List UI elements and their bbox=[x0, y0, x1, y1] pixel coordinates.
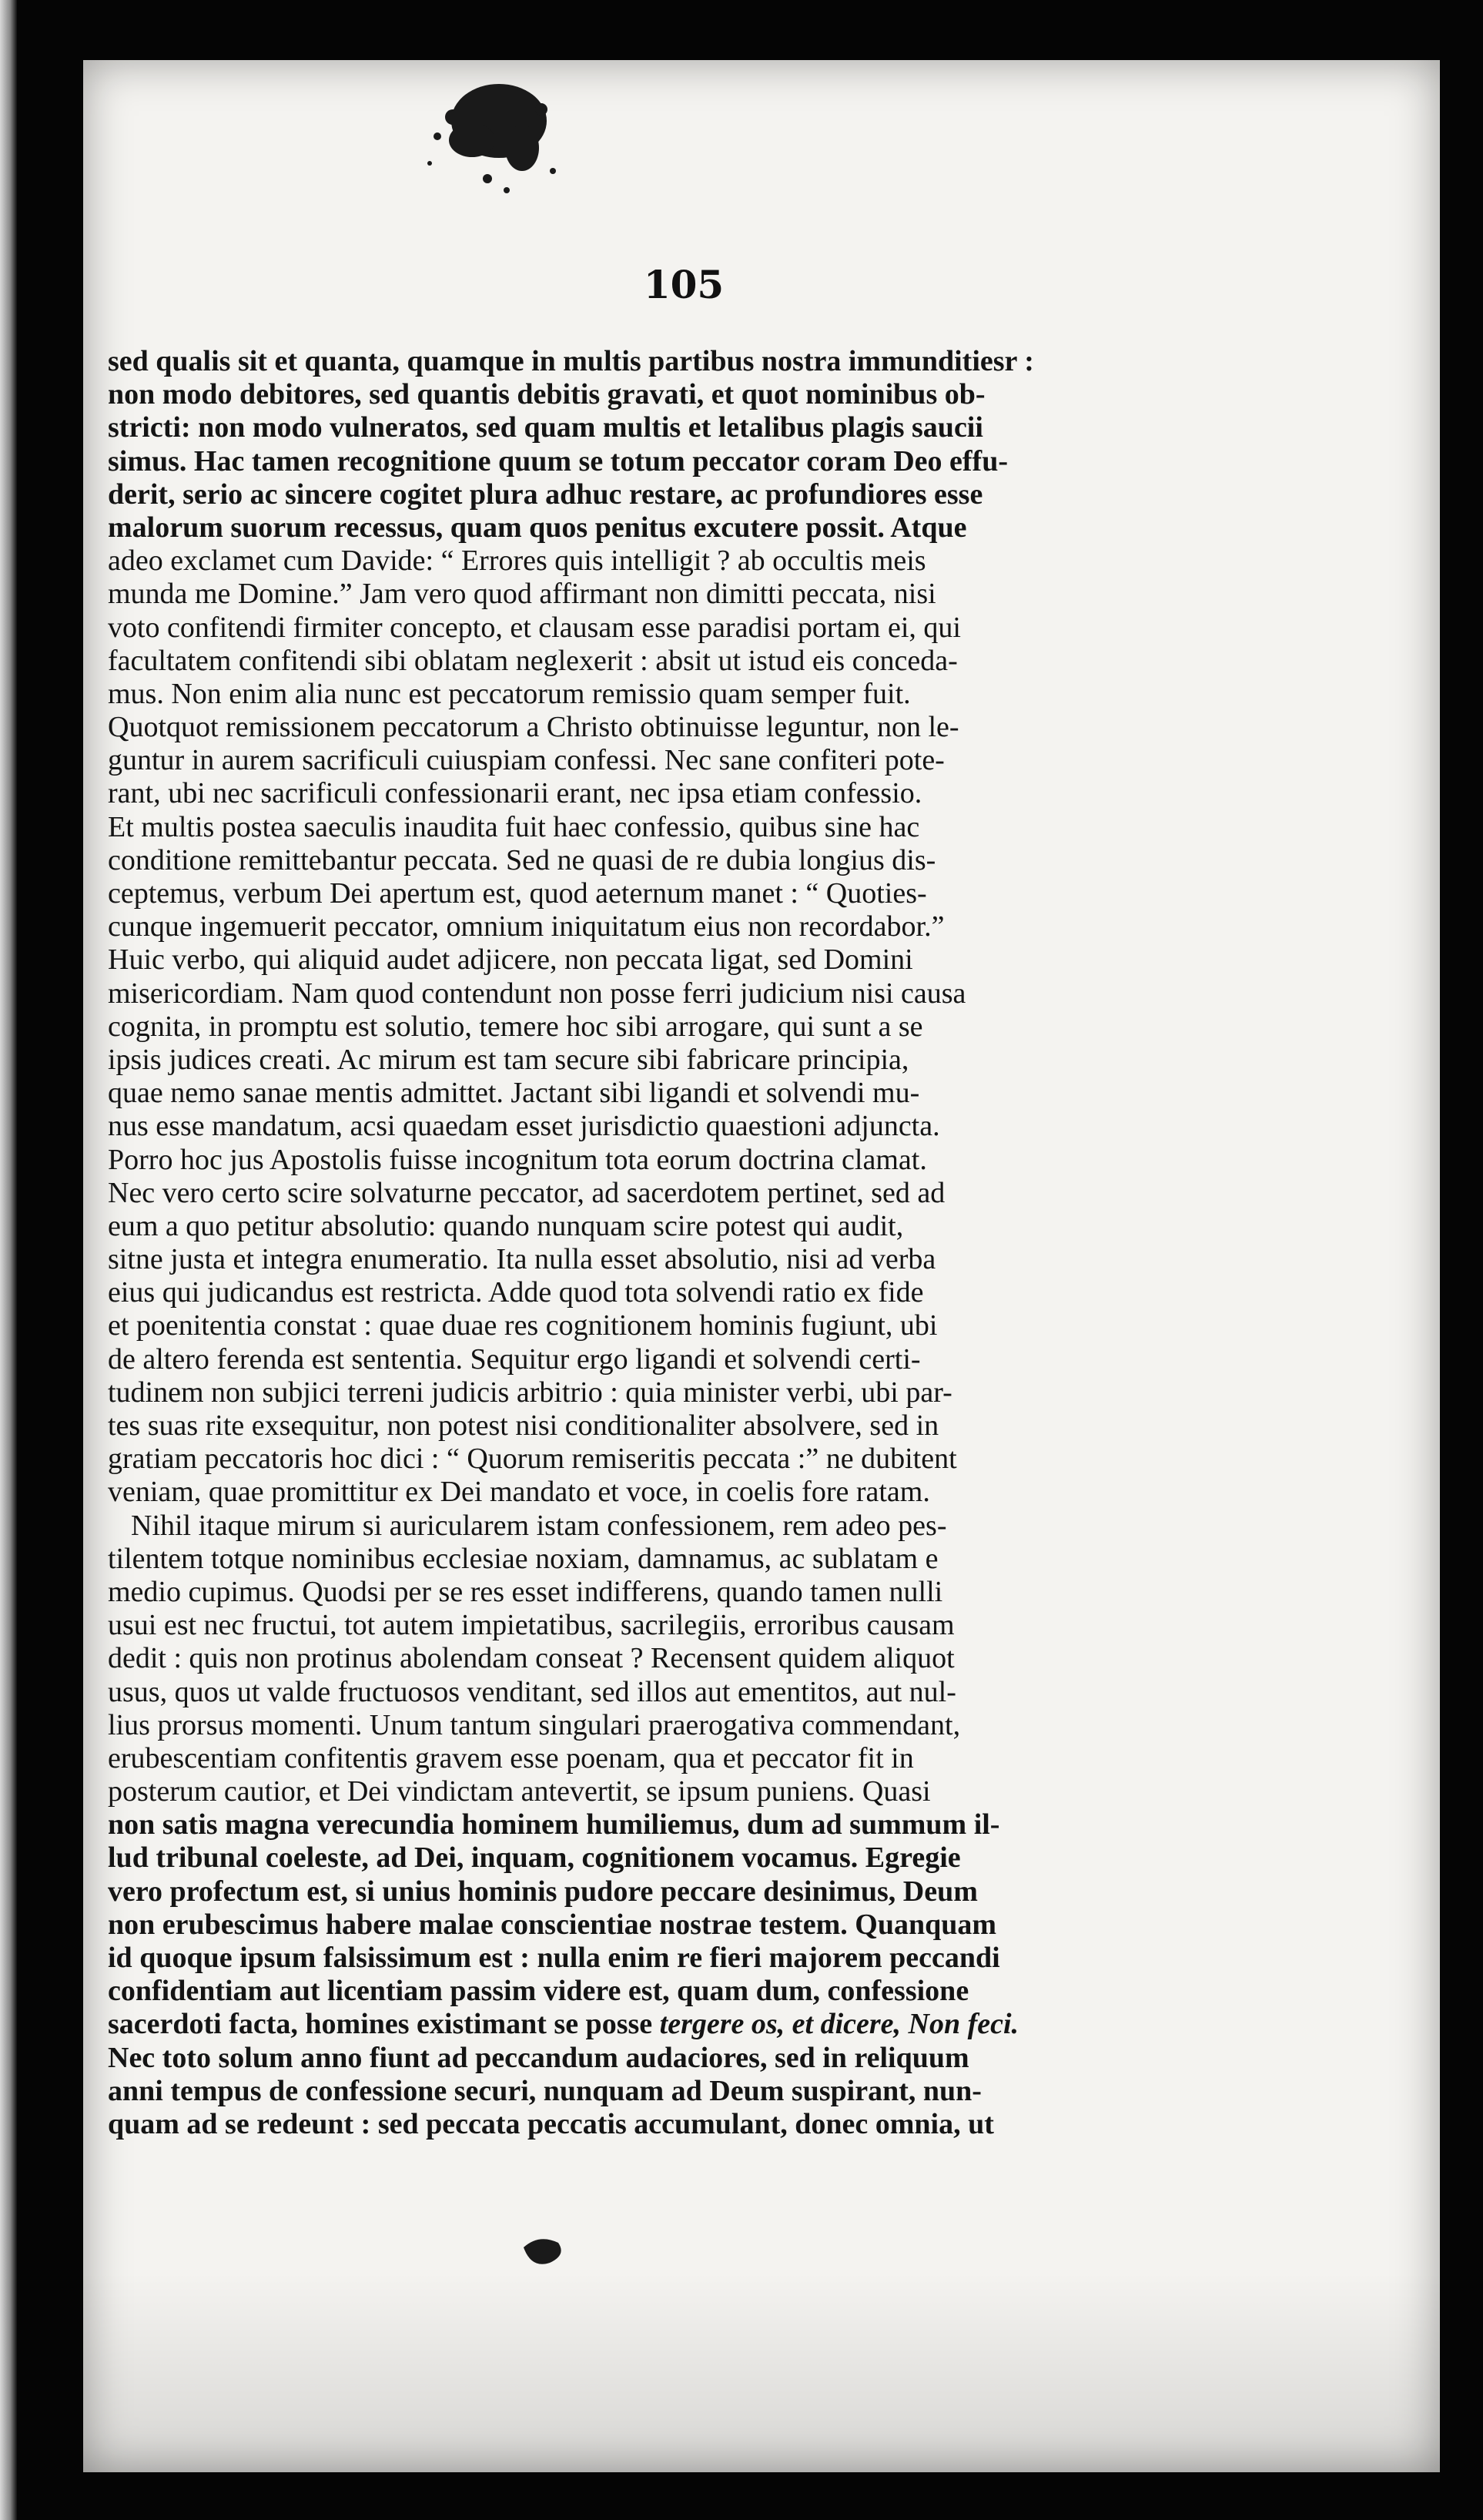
text-line: derit, serio ac sincere cogitet plura adhuc restare, ac profundiores esse bbox=[108, 478, 983, 511]
text-line: mus. Non enim alia nunc est peccatorum remissio quam semper fuit. bbox=[108, 677, 911, 710]
text-line: tes suas rite exsequitur, non potest nisi conditionaliter absolvere, sed in bbox=[108, 1409, 939, 1442]
text-line: voto confitendi firmiter concepto, et clausam esse paradisi portam ei, qui bbox=[108, 611, 961, 644]
text-line: misericordiam. Nam quod contendunt non posse ferri judicium nisi causa bbox=[108, 977, 966, 1010]
text-line: et poenitentia constat : quae duae res cognitionem hominis fugiunt, ubi bbox=[108, 1309, 938, 1342]
body-text bbox=[108, 345, 1240, 2141]
text-line: posterum cautior, et Dei vindictam antevertit, se ipsum puniens. Quasi bbox=[108, 1775, 931, 1808]
text-line: munda me Domine.” Jam vero quod affirmant non dimitti peccata, nisi bbox=[108, 578, 936, 611]
text-line: malorum suorum recessus, quam quos penitus excutere possit. Atque bbox=[108, 511, 967, 544]
ink-stain bbox=[407, 63, 568, 202]
text-line: quae nemo sanae mentis admittet. Jactant sibi ligandi et solvendi mu- bbox=[108, 1077, 920, 1110]
text-line: erubescentiam confitentis gravem esse poenam, qua et peccator fit in bbox=[108, 1741, 914, 1774]
text-line: non modo debitores, sed quantis debitis gravati, et quot nominibus ob- bbox=[108, 378, 986, 411]
text-line: Nec vero certo scire solvaturne peccator, ad sacerdotem pertinet, sed ad bbox=[108, 1176, 946, 1209]
text-line-start: sacerdoti facta, homines existimant se posse bbox=[108, 2008, 653, 2041]
italic-phrase: tergere os, et dicere, Non feci. bbox=[659, 2008, 1019, 2041]
text-line: Quotquot remissionem peccatorum a Christo obtinuisse leguntur, non le- bbox=[108, 711, 959, 744]
text-line: usus, quos ut valde fructuosos venditant, sed illos aut ementitos, aut nul- bbox=[108, 1675, 956, 1708]
text-line: anni tempus de confessione securi, nunquam ad Deum suspirant, nun- bbox=[108, 2074, 982, 2107]
text-line: conditione remittebantur peccata. Sed ne quasi de re dubia longius dis- bbox=[108, 843, 936, 876]
book-edge bbox=[0, 0, 17, 2520]
text-line: Porro hoc jus Apostolis fuisse incognitum tota eorum doctrina clamat. bbox=[108, 1143, 927, 1176]
text-line: usui est nec fructui, tot autem impietatibus, sacrilegiis, erroribus causam bbox=[108, 1609, 955, 1642]
text-line: nus esse mandatum, acsi quaedam esset jurisdictio quaestioni adjuncta. bbox=[108, 1110, 940, 1143]
text-line: adeo exclamet cum Davide: “ Errores quis intelligit ? ab occultis meis bbox=[108, 545, 926, 578]
text-line: sed qualis sit et quanta, quamque in multis partibus nostra immunditiesr : bbox=[108, 345, 1034, 377]
text-line: eius qui judicandus est restricta. Adde quod tota solvendi ratio ex fide bbox=[108, 1276, 924, 1309]
text-line: de altero ferenda est sententia. Sequitur ergo ligandi et solvendi certi- bbox=[108, 1342, 921, 1376]
text-line: lius prorsus momenti. Unum tantum singulari praerogativa commendant, bbox=[108, 1708, 961, 1741]
book-page bbox=[83, 60, 1440, 2472]
text-line: facultatem confitendi sibi oblatam neglexerit : absit ut istud eis conceda- bbox=[108, 644, 958, 677]
text-line: dedit : quis non protinus abolendam conseat ? Recensent quidem aliquot bbox=[108, 1642, 955, 1675]
text-line: rant, ubi nec sacrificuli confessionarii erant, nec ipsa etiam confessio. bbox=[108, 777, 922, 810]
text-line: Nihil itaque mirum si auricularem istam confessionem, rem adeo pes- bbox=[131, 1509, 947, 1542]
text-line: non erubescimus habere malae conscientiae nostrae testem. Quanquam bbox=[108, 1908, 997, 1941]
text-line: quam ad se redeunt : sed peccata peccatis accumulant, donec omnia, ut bbox=[108, 2107, 994, 2140]
ink-mark bbox=[516, 2232, 570, 2270]
text-line: tudinem non subjici terreni judicis arbitrio : quia minister verbi, ubi par- bbox=[108, 1376, 952, 1409]
text-line: Nec toto solum anno fiunt ad peccandum audaciores, sed in reliquum bbox=[108, 2041, 969, 2074]
text-line: cunque ingemuerit peccator, omnium iniquitatum eius non recordabor.” bbox=[108, 910, 945, 943]
text-line: gratiam peccatoris hoc dici : “ Quorum remiseritis peccata :” ne dubitent bbox=[108, 1443, 957, 1476]
text-line: sitne justa et integra enumeratio. Ita nulla esset absolutio, nisi ad verba bbox=[108, 1243, 936, 1276]
text-line: simus. Hac tamen recognitione quum se totum peccator coram Deo effu- bbox=[108, 444, 1009, 478]
text-line: lud tribunal coeleste, ad Dei, inquam, cognitionem vocamus. Egregie bbox=[108, 1841, 961, 1875]
text-line: id quoque ipsum falsissimum est : nulla enim re fieri majorem peccandi bbox=[108, 1942, 1000, 1974]
text-line: veniam, quae promittitur ex Dei mandato et voce, in coelis fore ratam. bbox=[108, 1476, 930, 1509]
page-shading bbox=[83, 2272, 1440, 2472]
text-line: cognita, in promptu est solutio, temere hoc sibi arrogare, qui sunt a se bbox=[108, 1010, 923, 1043]
text-line: vero profectum est, si unius hominis pudore peccare desinimus, Deum bbox=[108, 1875, 978, 1908]
text-line: stricti: non modo vulneratos, sed quam multis et letalibus plagis saucii bbox=[108, 411, 983, 444]
text-line: non satis magna verecundia hominem humiliemus, dum ad summum il- bbox=[108, 1808, 1000, 1841]
text-line: eum a quo petitur absolutio: quando nunquam scire potest qui audit, bbox=[108, 1209, 904, 1242]
text-line: Et multis postea saeculis inaudita fuit haec confessio, quibus sine hac bbox=[108, 810, 920, 843]
text-line: ceptemus, verbum Dei apertum est, quod aeternum manet : “ Quoties- bbox=[108, 877, 927, 910]
text-line: tilentem totque nominibus ecclesiae noxiam, damnamus, ac sublatam e bbox=[108, 1542, 939, 1575]
text-line: guntur in aurem sacrificuli cuiuspiam confessi. Nec sane confiteri pote- bbox=[108, 744, 945, 777]
text-line: confidentiam aut licentiam passim videre est, quam dum, confessione bbox=[108, 1975, 969, 2008]
text-line: Huic verbo, qui aliquid audet adjicere, non peccata ligat, sed Domini bbox=[108, 943, 913, 977]
text-line: ipsis judices creati. Ac mirum est tam secure sibi fabricare principia, bbox=[108, 1043, 909, 1076]
page-number: 105 bbox=[643, 262, 725, 307]
text-line bbox=[108, 2008, 1240, 2041]
text-line: medio cupimus. Quodsi per se res esset indifferens, quando tamen nulli bbox=[108, 1575, 943, 1608]
